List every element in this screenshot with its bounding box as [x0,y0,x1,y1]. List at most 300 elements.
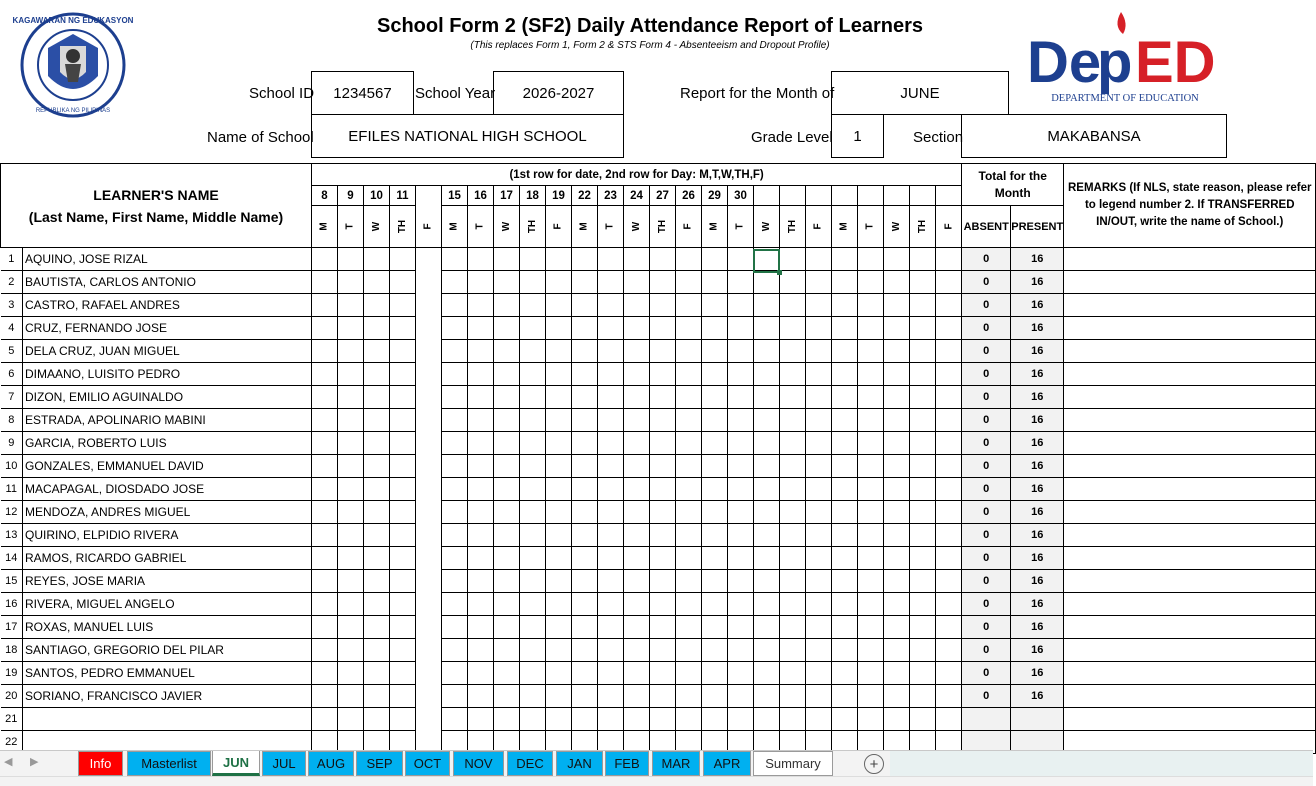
attendance-cell[interactable] [884,616,910,639]
attendance-cell[interactable] [832,271,858,294]
attendance-cell[interactable] [858,501,884,524]
attendance-cell[interactable] [442,547,468,570]
attendance-cell[interactable] [494,386,520,409]
attendance-cell[interactable] [676,478,702,501]
attendance-cell[interactable] [546,501,572,524]
attendance-cell[interactable] [702,248,728,271]
attendance-cell[interactable] [494,478,520,501]
learner-name-cell[interactable]: CASTRO, RAFAEL ANDRES [23,294,312,317]
attendance-cell[interactable] [858,639,884,662]
attendance-cell[interactable] [728,501,754,524]
attendance-cell[interactable] [806,409,832,432]
attendance-cell[interactable] [520,340,546,363]
attendance-cell[interactable] [780,317,806,340]
attendance-cell[interactable] [364,501,390,524]
date-cell[interactable]: 30 [728,186,754,206]
remarks-cell[interactable] [1064,340,1316,363]
attendance-cell[interactable] [754,524,780,547]
attendance-cell[interactable] [806,340,832,363]
attendance-cell[interactable] [910,432,936,455]
attendance-cell[interactable] [442,432,468,455]
learner-name-cell[interactable]: RIVERA, MIGUEL ANGELO [23,593,312,616]
learner-name-cell[interactable]: MENDOZA, ANDRES MIGUEL [23,501,312,524]
attendance-cell[interactable] [494,708,520,731]
attendance-cell[interactable] [338,570,364,593]
attendance-cell[interactable] [884,501,910,524]
attendance-cell[interactable] [754,662,780,685]
attendance-cell[interactable] [884,708,910,731]
attendance-cell[interactable] [728,593,754,616]
attendance-cell[interactable] [598,432,624,455]
attendance-cell[interactable] [416,685,442,708]
attendance-cell[interactable] [728,317,754,340]
attendance-cell[interactable] [442,524,468,547]
attendance-cell[interactable] [338,455,364,478]
attendance-cell[interactable] [936,616,962,639]
attendance-cell[interactable] [936,547,962,570]
date-cell[interactable]: 16 [468,186,494,206]
attendance-cell[interactable] [780,271,806,294]
attendance-cell[interactable] [858,386,884,409]
attendance-cell[interactable] [312,340,338,363]
sheet-tab-mar[interactable]: MAR [652,751,700,776]
attendance-cell[interactable] [728,639,754,662]
attendance-cell[interactable] [546,455,572,478]
attendance-cell[interactable] [676,501,702,524]
attendance-cell[interactable] [572,271,598,294]
attendance-cell[interactable] [858,616,884,639]
learner-name-cell[interactable]: RAMOS, RICARDO GABRIEL [23,547,312,570]
attendance-cell[interactable] [728,248,754,271]
day-cell[interactable] [806,206,832,248]
attendance-cell[interactable] [910,455,936,478]
learner-name-cell[interactable]: QUIRINO, ELPIDIO RIVERA [23,524,312,547]
attendance-cell[interactable] [364,662,390,685]
attendance-cell[interactable] [468,432,494,455]
attendance-cell[interactable] [884,363,910,386]
learner-name-cell[interactable]: GARCIA, ROBERTO LUIS [23,432,312,455]
attendance-cell[interactable] [468,271,494,294]
attendance-cell[interactable] [676,662,702,685]
attendance-cell[interactable] [936,685,962,708]
attendance-cell[interactable] [650,386,676,409]
attendance-cell[interactable] [390,662,416,685]
attendance-cell[interactable] [910,409,936,432]
attendance-cell[interactable] [806,639,832,662]
attendance-cell[interactable] [546,363,572,386]
attendance-cell[interactable] [598,455,624,478]
attendance-cell[interactable] [546,271,572,294]
attendance-cell[interactable] [676,386,702,409]
attendance-cell[interactable] [546,570,572,593]
attendance-cell[interactable] [806,593,832,616]
date-cell[interactable] [416,186,442,206]
learner-name-cell[interactable]: SORIANO, FRANCISCO JAVIER [23,685,312,708]
attendance-cell[interactable] [572,317,598,340]
attendance-cell[interactable] [338,409,364,432]
attendance-cell[interactable] [390,317,416,340]
attendance-cell[interactable] [702,386,728,409]
attendance-cell[interactable] [338,708,364,731]
attendance-cell[interactable] [806,386,832,409]
attendance-cell[interactable] [572,363,598,386]
attendance-cell[interactable] [364,570,390,593]
attendance-cell[interactable] [624,455,650,478]
attendance-cell[interactable] [572,662,598,685]
attendance-cell[interactable] [494,547,520,570]
attendance-cell[interactable] [936,248,962,271]
date-cell[interactable] [780,186,806,206]
attendance-cell[interactable] [780,547,806,570]
attendance-cell[interactable] [312,317,338,340]
attendance-cell[interactable] [702,455,728,478]
sheet-tab-masterlist[interactable]: Masterlist [127,751,211,776]
attendance-cell[interactable] [858,294,884,317]
attendance-cell[interactable] [468,547,494,570]
attendance-cell[interactable] [338,662,364,685]
attendance-cell[interactable] [468,524,494,547]
attendance-cell[interactable] [936,386,962,409]
attendance-cell[interactable] [650,294,676,317]
attendance-cell[interactable] [806,294,832,317]
attendance-cell[interactable] [780,662,806,685]
attendance-cell[interactable] [572,547,598,570]
attendance-cell[interactable] [624,317,650,340]
attendance-cell[interactable] [832,363,858,386]
attendance-cell[interactable] [624,478,650,501]
attendance-cell[interactable] [598,294,624,317]
day-cell[interactable] [676,206,702,248]
attendance-cell[interactable] [832,570,858,593]
remarks-cell[interactable] [1064,639,1316,662]
learner-name-cell[interactable]: ROXAS, MANUEL LUIS [23,616,312,639]
attendance-cell[interactable] [442,570,468,593]
attendance-cell[interactable] [520,248,546,271]
attendance-cell[interactable] [364,363,390,386]
attendance-cell[interactable] [910,271,936,294]
attendance-cell[interactable] [390,593,416,616]
attendance-cell[interactable] [624,363,650,386]
attendance-cell[interactable] [338,524,364,547]
day-cell[interactable] [650,206,676,248]
attendance-cell[interactable] [312,685,338,708]
attendance-cell[interactable] [338,271,364,294]
attendance-cell[interactable] [806,501,832,524]
attendance-cell[interactable] [702,708,728,731]
remarks-cell[interactable] [1064,570,1316,593]
attendance-cell[interactable] [598,271,624,294]
attendance-cell[interactable] [364,317,390,340]
attendance-cell[interactable] [338,386,364,409]
attendance-cell[interactable] [624,432,650,455]
attendance-cell[interactable] [520,662,546,685]
attendance-cell[interactable] [312,616,338,639]
attendance-cell[interactable] [338,639,364,662]
attendance-cell[interactable] [598,363,624,386]
attendance-cell[interactable] [780,570,806,593]
attendance-cell[interactable] [546,593,572,616]
attendance-cell[interactable] [754,478,780,501]
attendance-cell[interactable] [624,547,650,570]
learner-name-cell[interactable] [23,708,312,731]
attendance-cell[interactable] [884,294,910,317]
attendance-cell[interactable] [442,386,468,409]
attendance-cell[interactable] [598,524,624,547]
attendance-cell[interactable] [858,524,884,547]
attendance-cell[interactable] [416,317,442,340]
attendance-cell[interactable] [858,363,884,386]
attendance-cell[interactable] [416,432,442,455]
day-cell[interactable] [754,206,780,248]
attendance-cell[interactable] [910,639,936,662]
attendance-cell[interactable] [936,317,962,340]
attendance-cell[interactable] [754,317,780,340]
attendance-cell[interactable] [806,662,832,685]
attendance-cell[interactable] [754,432,780,455]
attendance-cell[interactable] [884,639,910,662]
attendance-cell[interactable] [780,478,806,501]
day-cell[interactable] [468,206,494,248]
attendance-cell[interactable] [520,639,546,662]
learner-name-cell[interactable]: BAUTISTA, CARLOS ANTONIO [23,271,312,294]
learner-name-cell[interactable]: ESTRADA, APOLINARIO MABINI [23,409,312,432]
learner-name-cell[interactable]: MACAPAGAL, DIOSDADO JOSE [23,478,312,501]
attendance-cell[interactable] [390,547,416,570]
attendance-cell[interactable] [910,248,936,271]
attendance-cell[interactable] [468,570,494,593]
attendance-cell[interactable] [416,524,442,547]
attendance-cell[interactable] [858,271,884,294]
attendance-cell[interactable] [676,593,702,616]
attendance-cell[interactable] [676,524,702,547]
attendance-cell[interactable] [546,294,572,317]
attendance-cell[interactable] [832,248,858,271]
attendance-cell[interactable] [494,248,520,271]
attendance-cell[interactable] [494,616,520,639]
attendance-cell[interactable] [832,386,858,409]
attendance-cell[interactable] [910,386,936,409]
attendance-cell[interactable] [572,455,598,478]
attendance-cell[interactable] [390,478,416,501]
date-cell[interactable]: 29 [702,186,728,206]
attendance-cell[interactable] [572,616,598,639]
attendance-cell[interactable] [780,248,806,271]
attendance-cell[interactable] [494,501,520,524]
attendance-cell[interactable] [312,455,338,478]
attendance-cell[interactable] [416,547,442,570]
attendance-cell[interactable] [858,593,884,616]
attendance-cell[interactable] [624,639,650,662]
attendance-cell[interactable] [884,248,910,271]
attendance-cell[interactable] [416,340,442,363]
attendance-cell[interactable] [312,363,338,386]
attendance-cell[interactable] [598,708,624,731]
attendance-cell[interactable] [676,409,702,432]
attendance-cell[interactable] [780,294,806,317]
attendance-cell[interactable] [936,639,962,662]
attendance-cell[interactable] [884,271,910,294]
attendance-cell[interactable] [910,340,936,363]
attendance-cell[interactable] [936,432,962,455]
sheet-tab-jun[interactable]: JUN [212,751,260,776]
attendance-cell[interactable] [728,478,754,501]
attendance-cell[interactable] [754,386,780,409]
remarks-cell[interactable] [1064,547,1316,570]
attendance-cell[interactable] [858,432,884,455]
attendance-cell[interactable] [442,593,468,616]
attendance-cell[interactable] [598,616,624,639]
learner-name-cell[interactable]: REYES, JOSE MARIA [23,570,312,593]
attendance-cell[interactable] [312,386,338,409]
day-cell[interactable] [832,206,858,248]
day-cell[interactable] [364,206,390,248]
attendance-cell[interactable] [676,616,702,639]
attendance-cell[interactable] [702,685,728,708]
attendance-cell[interactable] [520,501,546,524]
attendance-cell[interactable] [520,685,546,708]
attendance-cell[interactable] [832,455,858,478]
attendance-cell[interactable] [702,271,728,294]
date-cell[interactable]: 17 [494,186,520,206]
date-cell[interactable]: 24 [624,186,650,206]
chevron-right-icon[interactable]: ▶ [30,756,39,768]
attendance-cell[interactable] [624,294,650,317]
attendance-cell[interactable] [390,248,416,271]
attendance-cell[interactable] [884,409,910,432]
attendance-cell[interactable] [312,409,338,432]
attendance-cell[interactable] [754,639,780,662]
attendance-cell[interactable] [702,616,728,639]
attendance-cell[interactable] [416,455,442,478]
attendance-cell[interactable] [936,478,962,501]
day-cell[interactable] [520,206,546,248]
attendance-cell[interactable] [650,616,676,639]
sheet-tab-jan[interactable]: JAN [556,751,603,776]
attendance-cell[interactable] [416,708,442,731]
attendance-cell[interactable] [494,317,520,340]
attendance-cell[interactable] [754,455,780,478]
attendance-cell[interactable] [416,248,442,271]
attendance-cell[interactable] [832,662,858,685]
sheet-tab-jul[interactable]: JUL [262,751,306,776]
attendance-cell[interactable] [858,455,884,478]
sheet-tab-apr[interactable]: APR [703,751,751,776]
date-cell[interactable]: 26 [676,186,702,206]
remarks-cell[interactable] [1064,271,1316,294]
attendance-cell[interactable] [754,409,780,432]
learner-name-cell[interactable]: SANTOS, PEDRO EMMANUEL [23,662,312,685]
attendance-cell[interactable] [936,363,962,386]
attendance-cell[interactable] [390,363,416,386]
attendance-cell[interactable] [728,685,754,708]
attendance-cell[interactable] [520,409,546,432]
attendance-cell[interactable] [936,501,962,524]
attendance-cell[interactable] [312,524,338,547]
remarks-cell[interactable] [1064,616,1316,639]
date-cell[interactable] [910,186,936,206]
attendance-cell[interactable] [650,271,676,294]
attendance-cell[interactable] [468,248,494,271]
attendance-cell[interactable] [468,386,494,409]
attendance-cell[interactable] [468,593,494,616]
attendance-cell[interactable] [910,363,936,386]
attendance-cell[interactable] [936,524,962,547]
attendance-cell[interactable] [624,616,650,639]
attendance-cell[interactable] [416,294,442,317]
attendance-cell[interactable] [832,639,858,662]
attendance-cell[interactable] [598,593,624,616]
attendance-cell[interactable] [702,639,728,662]
date-cell[interactable]: 23 [598,186,624,206]
attendance-cell[interactable] [494,455,520,478]
attendance-cell[interactable] [858,708,884,731]
attendance-cell[interactable] [702,294,728,317]
attendance-cell[interactable] [676,455,702,478]
attendance-cell[interactable] [468,317,494,340]
attendance-cell[interactable] [572,386,598,409]
attendance-cell[interactable] [702,524,728,547]
attendance-cell[interactable] [598,317,624,340]
attendance-cell[interactable] [572,340,598,363]
attendance-cell[interactable] [364,593,390,616]
attendance-cell[interactable] [780,409,806,432]
attendance-cell[interactable] [390,570,416,593]
attendance-cell[interactable] [338,616,364,639]
attendance-cell[interactable] [832,708,858,731]
attendance-cell[interactable] [910,685,936,708]
attendance-cell[interactable] [598,685,624,708]
attendance-cell[interactable] [624,570,650,593]
attendance-cell[interactable] [728,409,754,432]
attendance-cell[interactable] [572,708,598,731]
sheet-tab-aug[interactable]: AUG [308,751,354,776]
attendance-cell[interactable] [754,708,780,731]
attendance-cell[interactable] [546,409,572,432]
attendance-cell[interactable] [832,432,858,455]
attendance-cell[interactable] [468,685,494,708]
attendance-cell[interactable] [624,685,650,708]
attendance-cell[interactable] [468,478,494,501]
remarks-cell[interactable] [1064,386,1316,409]
attendance-cell[interactable] [832,524,858,547]
attendance-cell[interactable] [312,639,338,662]
attendance-cell[interactable] [702,570,728,593]
attendance-cell[interactable] [468,294,494,317]
attendance-cell[interactable] [546,478,572,501]
attendance-cell[interactable] [650,317,676,340]
attendance-cell[interactable] [624,501,650,524]
attendance-cell[interactable] [312,593,338,616]
attendance-cell[interactable] [858,478,884,501]
attendance-cell[interactable] [442,662,468,685]
plus-circle-icon[interactable]: + [864,754,884,774]
date-cell[interactable] [832,186,858,206]
attendance-cell[interactable] [806,317,832,340]
attendance-cell[interactable] [832,593,858,616]
attendance-cell[interactable] [884,340,910,363]
attendance-cell[interactable] [598,409,624,432]
attendance-cell[interactable] [442,639,468,662]
attendance-cell[interactable] [546,386,572,409]
attendance-cell[interactable] [650,524,676,547]
attendance-cell[interactable] [390,409,416,432]
attendance-cell[interactable] [910,478,936,501]
attendance-cell[interactable] [338,363,364,386]
attendance-cell[interactable] [910,570,936,593]
attendance-cell[interactable] [754,570,780,593]
attendance-cell[interactable] [442,340,468,363]
sheet-tab-dec[interactable]: DEC [507,751,553,776]
